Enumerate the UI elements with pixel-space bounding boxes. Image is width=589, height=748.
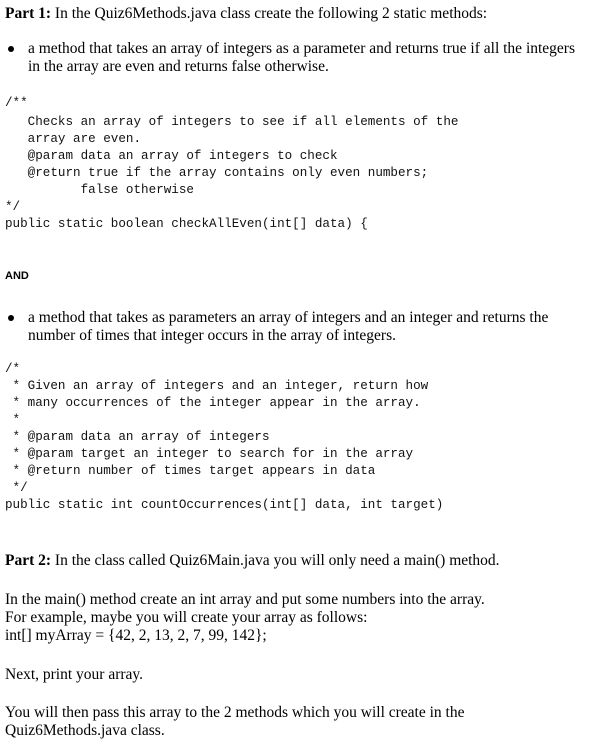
code-line: array are even. bbox=[5, 132, 142, 146]
code-line: * Given an array of integers and an integer, return how bbox=[5, 379, 429, 393]
paragraph-print-array: Next, print your array. bbox=[5, 666, 144, 683]
code-line: /* bbox=[5, 362, 21, 376]
code-line: */ bbox=[5, 200, 21, 214]
part1-heading bbox=[5, 5, 487, 23]
paragraph-pass-array bbox=[5, 704, 464, 740]
bullet-dot-1 bbox=[8, 46, 14, 52]
bullet-1-text: a method that takes an array of integers as a parameter and returns true if all the integers in the array are even and returns false otherwise. bbox=[28, 40, 576, 75]
paragraph-line: int[] myArray = {42, 2, 13, 2, 7, 99, 142}; bbox=[5, 627, 267, 644]
code-block-1 bbox=[5, 95, 458, 233]
code-line: @param data an array of integers to check bbox=[5, 149, 338, 163]
paragraph-line: In the main() method create an int array and put some numbers into the array. bbox=[5, 591, 485, 608]
bullet-dot-2 bbox=[8, 315, 14, 321]
code-line: * @param data an array of integers bbox=[5, 430, 270, 444]
code-block-2 bbox=[5, 361, 443, 514]
code-line: */ bbox=[5, 481, 28, 495]
code-line: * @param target an integer to search for in the array bbox=[5, 447, 414, 461]
paragraph-line: For example, maybe you will create your array as follows: bbox=[5, 609, 368, 626]
code-line: public static boolean checkAllEven(int[] data) { bbox=[5, 217, 368, 231]
code-line: public static int countOccurrences(int[] data, int target) bbox=[5, 498, 444, 512]
paragraph-array-instructions bbox=[5, 591, 485, 645]
bullet-2-text: a method that takes as parameters an array of integers and an integer and returns the number of times that integer occurs in the array of integers. bbox=[28, 309, 549, 344]
code-line: Checks an array of integers to see if all elements of the bbox=[5, 115, 459, 129]
and-label: AND bbox=[5, 270, 29, 282]
code-line: /** bbox=[5, 96, 28, 110]
paragraph-line: You will then pass this array to the 2 methods which you will create in the bbox=[5, 704, 465, 721]
code-line: @return true if the array contains only even numbers; bbox=[5, 166, 429, 180]
part1-label: Part 1: bbox=[5, 5, 52, 22]
code-line: false otherwise bbox=[5, 183, 194, 197]
paragraph-line: Quiz6Methods.java class. bbox=[5, 722, 165, 739]
code-line: * @return number of times target appears in data bbox=[5, 464, 376, 478]
code-line: * many occurrences of the integer appear in the array. bbox=[5, 396, 421, 410]
part1-text: In the Quiz6Methods.java class create the following 2 static methods: bbox=[54, 5, 488, 22]
part2-text: In the class called Quiz6Main.java you will only need a main() method. bbox=[54, 552, 500, 569]
part2-heading bbox=[5, 552, 500, 570]
code-line: * bbox=[5, 413, 21, 427]
part2-label: Part 2: bbox=[5, 552, 52, 569]
